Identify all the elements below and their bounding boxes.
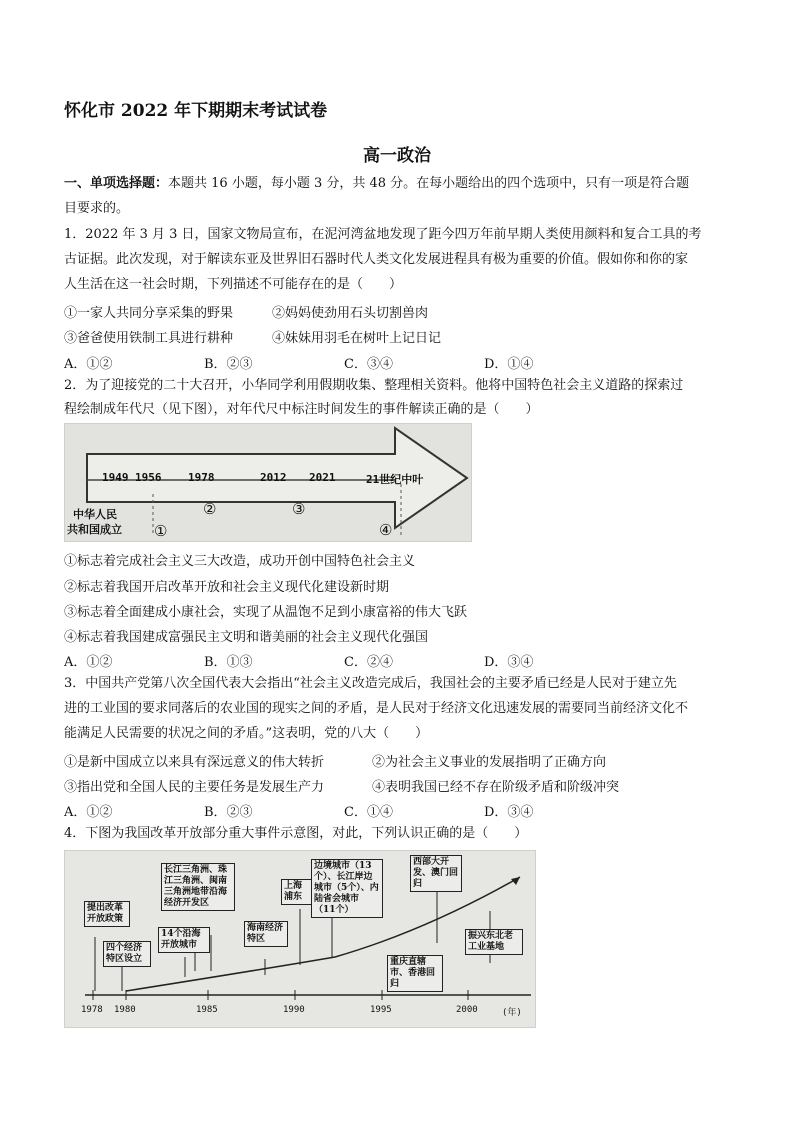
axis-unit-year: (年) <box>502 1008 522 1018</box>
q1-item-2: ②妈妈使劲用石头切割兽肉 <box>272 306 429 321</box>
q2-item-1: ①标志着完成社会主义三大改造，成功开创中国特色社会主义 <box>64 554 416 569</box>
q3-option-b[interactable]: B．②③ <box>204 805 253 820</box>
q1-item-1: ①一家人共同分享采集的野果 <box>64 306 234 321</box>
timeline-year-1978: 1978 <box>188 471 215 484</box>
event-pudong: 上海浦东 <box>281 879 313 905</box>
q3-stem-line2: 进的工业国的要求同落后的农业国的现实之间的矛盾，是人民对于经济文化迅速发展的需要同当前经济文化不 <box>64 701 689 716</box>
q2-item-4: ④标志着我国建成富强民主文明和谐美丽的社会主义现代化强国 <box>64 630 429 645</box>
q3-item-1: ①是新中国成立以来具有深远意义的伟大转折 <box>64 755 325 770</box>
event-special-zones: 四个经济特区设立 <box>103 941 151 967</box>
q2-stem-line1: 2．为了迎接党的二十大召开，小华同学利用假期收集、整理相关资料。他将中国特色社会主义道路的探索过 <box>64 378 684 393</box>
event-14-coastal-cities: 14个沿海开放城市 <box>158 927 210 953</box>
q3-option-c[interactable]: C．①④ <box>344 805 393 820</box>
timeline-year-mid-century: 21世纪中叶 <box>366 473 424 486</box>
event-border-cities: 边境城市（13个）、长江岸边城市（5个）、内陆省会城市（11个） <box>311 859 383 918</box>
exam-subject: 高一政治 <box>363 146 431 166</box>
axis-tick-1980: 1980 <box>114 1005 136 1015</box>
q1-item-4: ④妹妹用羽毛在树叶上记日记 <box>272 331 442 346</box>
q1-option-d[interactable]: D．①④ <box>484 357 534 372</box>
q1-option-a[interactable]: A．①② <box>64 357 113 372</box>
q3-item-3: ③指出党和全国人民的主要任务是发展生产力 <box>64 780 325 795</box>
event-chongqing-hongkong: 重庆直辖市、香港回归 <box>387 955 443 992</box>
q1-stem-line1: 1．2022 年 3 月 3 日，国家文物局宣布，在泥河湾盆地发现了距今四万年前早期人类使用颜料和复合工具的考 <box>64 227 702 242</box>
axis-tick-1990: 1990 <box>283 1005 305 1015</box>
section-intro-line2: 目要求的。 <box>64 201 130 216</box>
event-western-development: 西部大开发、澳门回归 <box>410 855 462 892</box>
event-hainan: 海南经济特区 <box>244 921 288 947</box>
section-heading: 一、单项选择题： <box>64 176 169 191</box>
axis-tick-1985: 1985 <box>196 1005 218 1015</box>
q2-stem-line2: 程绘制成年代尺（见下图），对年代尺中标注时间发生的事件解读正确的是（ ） <box>64 402 539 417</box>
q3-item-4: ④表明我国已经不存在阶级矛盾和阶级冲突 <box>372 780 620 795</box>
timeline-caption-2: 共和国成立 <box>67 523 122 536</box>
q1-item-3: ③爸爸使用铁制工具进行耕种 <box>64 331 234 346</box>
event-northeast-revival: 振兴东北老工业基地 <box>465 929 523 955</box>
q1-stem-line2: 古证据。此次发现，对于解读东亚及世界旧石器时代人类文化发展进程具有极为重要的价值。假如你和你的家 <box>64 252 689 267</box>
q1-option-b[interactable]: B．②③ <box>204 357 253 372</box>
timeline-year-2012: 2012 <box>260 471 287 484</box>
timeline-caption-1: 中华人民 <box>73 508 117 521</box>
reform-events-figure <box>64 850 536 1028</box>
timeline-marker-4: ④ <box>379 521 393 539</box>
timeline-year-1956: 1956 <box>135 471 162 484</box>
event-delta-zones: 长江三角洲、珠江三角洲、闽南三角洲地带沿海经济开发区 <box>161 863 235 911</box>
q2-option-a[interactable]: A．①② <box>64 655 113 670</box>
timeline-marker-2: ② <box>203 500 217 518</box>
event-reform-policy: 提出改革开放政策 <box>84 901 130 927</box>
q2-item-3: ③标志着全面建成小康社会，实现了从温饱不足到小康富裕的伟大飞跃 <box>64 605 468 620</box>
q3-option-a[interactable]: A．①② <box>64 805 113 820</box>
q2-option-c[interactable]: C．②④ <box>344 655 393 670</box>
q3-item-2: ②为社会主义事业的发展指明了正确方向 <box>372 755 607 770</box>
axis-tick-2000: 2000 <box>456 1005 478 1015</box>
timeline-marker-3: ③ <box>292 500 306 518</box>
q2-option-d[interactable]: D．③④ <box>484 655 534 670</box>
q1-option-c[interactable]: C．③④ <box>344 357 393 372</box>
q3-stem-line1: 3．中国共产党第八次全国代表大会指出“社会主义改造完成后，我国社会的主要矛盾已经是人民对于建立先 <box>64 676 677 691</box>
q2-item-2: ②标志着我国开启改革开放和社会主义现代化建设新时期 <box>64 580 390 595</box>
axis-tick-1995: 1995 <box>370 1005 392 1015</box>
q3-option-d[interactable]: D．③④ <box>484 805 534 820</box>
q3-stem-line3: 能满足人民需要的状况之间的矛盾。”这表明，党的八大（ ） <box>64 726 429 741</box>
q2-option-b[interactable]: B．①③ <box>204 655 253 670</box>
timeline-year-1949: 1949 <box>102 471 129 484</box>
q1-stem-line3: 人生活在这一社会时期，下列描述不可能存在的是（ ） <box>64 277 403 292</box>
timeline-marker-1: ① <box>154 522 168 540</box>
q4-stem: 4．下图为我国改革开放部分重大事件示意图，对此，下列认识正确的是（ ） <box>64 826 528 841</box>
exam-title: 怀化市 2022 年下期期末考试试卷 <box>64 101 328 121</box>
timeline-year-2021: 2021 <box>309 471 336 484</box>
timeline-figure <box>64 423 472 542</box>
axis-tick-1978: 1978 <box>81 1005 103 1015</box>
section-intro-line1: 一、单项选择题：本题共 16 小题，每小题 3 分，共 48 分。在每小题给出的四个选项中，只有一项是符合题 <box>64 176 690 191</box>
